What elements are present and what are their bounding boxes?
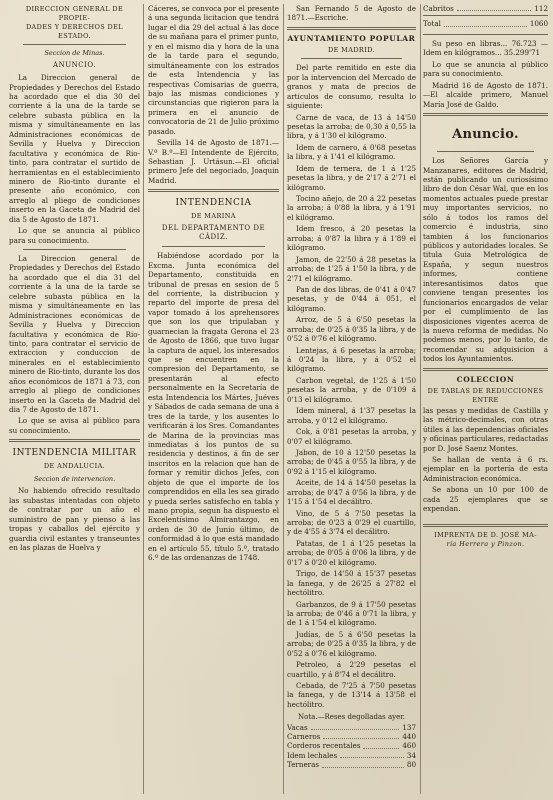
heading-entre: ENTRE: [472, 396, 499, 405]
divider-double: [148, 189, 279, 192]
heading-tablas: DE TABLAS DE REDUCCIONES: [427, 386, 544, 395]
paragraph: Su peso en libras... 76.723 — Idem en kilógramos... 35.299'71: [423, 38, 548, 58]
divider: [437, 151, 534, 152]
price-entry: Carne de vaca, de 13 á 14'50 pesetas la arroba; de 0,30 á 0,55 la libra, y á 1'30 el kilógramo.: [287, 112, 416, 141]
heading-coleccion: COLECCION: [456, 374, 515, 384]
heading-madrid: DE MADRID.: [327, 45, 376, 54]
divider: [301, 58, 402, 59]
table-row: Cabritos 112: [423, 4, 548, 13]
paragraph: Lo que se anuncia al público para su conocimiento.: [423, 59, 548, 79]
divider: [423, 15, 548, 16]
paragraph: La Direccion general de Propiedades y Derechos del Estado ha acordado que el dia 30 del corriente á la una de la tarde se celebre subasta pública en la misma y simultáneamente en las Administraciones económicas de Sevilla y Huelva y Direccion facultativa y económica de Rio-tinto, para contratar el surtido de herramientas en el establecimiento minero de Rio-tinto durante el presente año económico, con arreglo al pliego de condiciones inserto en la Gaceta de Madrid del dia 5 de Agosto de 1871.: [9, 73, 140, 224]
table-row: Corderos recentales 460: [287, 741, 416, 751]
column-rule: [283, 4, 284, 794]
divider-double: [423, 368, 548, 371]
heading-ayuntamiento: AYUNTAMIENTO POPULAR: [287, 33, 416, 43]
table-row-total: Total 1060: [423, 19, 548, 29]
paragraph: Del parte remitido en este dia por la intervencion del Mercado de granos y mata de precios de articulos de consumo, resulta lo siguiente:: [287, 63, 416, 111]
divider: [23, 44, 126, 45]
paragraph: Habiéndose acordado por la Excma. Junta económica del Departamento, constituida en tribunal de presas en sesion de 5 del corriente, la distribucion y reparto del importe de presa del vapor tomado á los aprehensores que son los que tripulaban y guarnecian la fragata Gerona el 23 de Agosto de 1866, que tuvo lugar la captura de aquel, los interesados que se encuentren en la compresion del Departamento, se presentarán al efecto personalmente en la Secretaría de esta Intendencia los Mártes, Juéves y Sábados de cada semana de una á tres de la tarde, y los ausentes lo verificarán á los Sres. Comandantes de Marina de la provincias mas inmediatas á los puntos de su residencia y destinos, á fin de ser inscritos en la relacion que han de formar y remitir dichos Jefes, con objeto de que el importe de los comprendidos en ella les sea girado y pueda serles satisfecho en tabla y mano propia, segun ha dispuesto el Excelentísimo Almirantazgo, en orden de 30 de Junio último, de conformidad á lo que está mandado en el artículo 55, título 5.º, tratado 6.º de las ordenanzas de 1748.: [148, 251, 279, 563]
reses-table: [287, 723, 416, 770]
price-entry: Carbon vegetal, de 1'25 á 1'50 pesetas la arroba, y de 0'109 á 0'13 el kilógramo.: [287, 375, 416, 404]
heading-intervencion: Seccion de intervencion.: [33, 474, 116, 483]
imprint-line-2: ría Herrera y Pinzon.: [446, 540, 525, 549]
price-entry: Aceite, de 14 á 14'50 pesetas la arroba; de 0'47 á 0'56 la libra, y de 1'15 á 1'54 el decálitro.: [287, 478, 416, 507]
price-entry: Lentejas, á 6 pesetas la arroba; á 0'24 la libra, y á 0'52 el kilógramo.: [287, 345, 416, 374]
heading-de-marina: DE MARINA: [191, 212, 236, 221]
price-entry: Vino, de 5 á 7'50 pesetas la arroba; de 0'23 á 0'29 el cuartillo, y de 4'55 á 3'74 el decálitro.: [287, 508, 416, 537]
column-1: [9, 4, 140, 794]
heading-direccion: DIRECCION GENERAL DE PROPIE-: [25, 5, 124, 22]
divider: [23, 249, 126, 250]
column-rule: [143, 4, 144, 794]
paragraph: La Direccion general de Propiedades y Derechos del Estado ha acordado que el dia 31 del corriente á la una de la tarde se celebre subasta pública en la misma y simultáneamente en las Administraciones económicas de Sevilla y Huelva y Direccion facultativa y económica de Rio-tinto, para contratar el servicio de extraccion y conduccion de minerales en el establecimiento minero de Rio-tinto, durante los dos años económicos de 1871 á 73, con arreglo al pliego de condiciones inserto en la Gaceta de Madrid del dia 7 de Agosto de 1871.: [9, 254, 140, 414]
price-entry: Idem de ternera, de 1 á 1'25 pesetas la libra, y de 2'17 á 2'71 el kilógramo.: [287, 163, 416, 192]
table-row: Idem lechales 34: [287, 750, 416, 760]
paragraph: Los Señores García y Manzanares, editores de Madrid, están publicando un curiosísimo libro de don César Wal, que en los momentos actuales puede prestar muy importantes servicios, no sólo á todos los ramos del comercio é industria, sino tambien á los funcionarios públicos y autoridades locales. Se titula Guia Metrológica de España, y segun nuestros informes, contiene interesantísimos datos que conviene tengan presentes los funcionarios encargados de velar por el cumplimiento de las disposiciones vigentes acerca de la nueva reforma de medidas. No podemos menos, por lo tanto, de recomendar su adquisicion á todos los Ayuntamientos.: [423, 156, 548, 364]
imprint-line-1: IMPRENTA DE D. JOSÉ MA-: [434, 530, 537, 539]
nota-reses: Nota.—Reses degolladas ayer.: [297, 713, 406, 722]
price-entry: Judías, de 5 á 6'50 pesetas la arroba; de 0'25 á 0'35 la libra, y de 0'52 á 0'76 el kilógramo.: [287, 629, 416, 658]
heading-direccion-2: DADES Y DERECHOS DEL ESTADO.: [25, 23, 124, 40]
heading-andalucia: DE ANDALUCIA.: [43, 462, 106, 471]
paragraph: Se abona un 10 por 100 de cada 25 ejemplares que se expendan.: [423, 485, 548, 514]
paragraph: Cáceres, se convoca por el presente á una segunda licitacion que tendrá lugar el dia 29 del actual á las doce de su mañana para el primer punto, y en el mismo dia y hora de la una de la tarde para el segundo, simultáneamente con los estrados de esta Intendencia y las respectivas Comisarias de guerra, bajo las mismas condiciones y circunstancias que rigieron para la primera en el anuncio de convocatoria de 21 de Julio próximo pasado.: [148, 4, 279, 136]
divider: [423, 34, 548, 35]
price-entry: Petroleo, á 2'29 pesetas el cuartillo, y á 8'74 el decálitro.: [287, 660, 416, 679]
column-3: [287, 4, 416, 794]
price-entry: Tocino añejo, de 20 á 22 pesetas la arroba; á 0'88 la libra, y á 1'91 el kilógramo.: [287, 194, 416, 222]
divider-double: [423, 113, 548, 116]
price-entry: Cebada, de 7'25 á 7'50 pesetas la fanega, y de 13'14 á 13'58 el hectólitro.: [287, 681, 416, 709]
price-entry: Garbanzos, de 9 á 17'50 pesetas la arroba; de 0'46 á 0'71 la libra, y de 1 á 1'54 el kilógramo.: [287, 599, 416, 628]
table-row: Carneros 440: [287, 732, 416, 742]
paragraph: Se hallan de venta á 6 rs. ejemplar en la portería de esta Administracion económica.: [423, 454, 548, 483]
heading-intendencia: INTENDENCIA: [175, 198, 252, 209]
table-row: Vacas 137: [287, 722, 416, 732]
divider-double: [423, 524, 548, 527]
price-entry: Idem fresco, á 20 pesetas la arroba; á 0'87 la libra y á 1'89 el kilógramo.: [287, 224, 416, 253]
price-entry: Trigo, de 14'50 á 15'37 pesetas la fanega, y de 26'25 á 27'82 el hectólitro.: [287, 569, 416, 598]
divider-double: [9, 439, 140, 442]
price-entry: Patatas, de 1 á 1'25 pesetas la arroba; de 0'05 á 0'06 la libra, y de 0'17 á 0'20 el kilógramo.: [287, 538, 416, 567]
price-entry: Idem mineral, á 1'37 pesetas la arroba, y 0'12 el kilógramo.: [287, 406, 416, 425]
price-entry: Jamon, de 22'50 á 28 pesetas la arroba; de 1'25 á 1'50 la libra, y de 2'71 el kilógramo.: [287, 254, 416, 283]
paragraph: No habiendo ofrecido resultado las subastas intentadas con objeto de contratar por un año el suministro de pan y pienso á las tropas y caballos del ejército y guardia civil estantes y transeuntes en las plazas de Huelva y: [9, 486, 140, 552]
price-entry: Arroz, de 5 á 6'50 pesetas la arroba; de 0'25 á 0'35 la libra, y de 0'52 á 0'76 el kilógramo.: [287, 315, 416, 344]
table-row: Terneras 80: [287, 760, 416, 770]
paragraph: Lo que se avisa al público para su conocimiento.: [9, 416, 140, 435]
divider-double: [287, 27, 416, 30]
heading-intendencia-militar: INTENDENCIA MILITAR: [12, 448, 137, 459]
divider: [162, 246, 265, 247]
column-4: [423, 4, 548, 794]
column-rule: [420, 4, 421, 794]
price-entry: Cok, á 0'81 pesetas la arroba, y 0'07 el kilógramo.: [287, 427, 416, 446]
paragraph: San Fernando 5 de Agosto de 1871.—Escriche.: [287, 4, 416, 23]
heading-seccion-minas: Seccion de Minas.: [44, 49, 105, 58]
heading-anuncio: ANUNCIO.: [53, 60, 96, 69]
column-2: [148, 4, 279, 794]
paragraph: Sevilla 14 de Agosto de 1871.—V.º B.º—El Intendente de Ejército, Sebastian J. Urtásun.—El oficial primero Jefe del negociado, Joaquin Madrid.: [148, 138, 279, 185]
paragraph: Lo que se anuncia al público para su conocimiento.: [9, 226, 140, 245]
price-entry: Jabon, de 10 á 12'50 pesetas la arroba; de 0'45 á 0'55 la libra, y de 0'92 á 1'15 el kilógramo.: [287, 447, 416, 476]
heading-anuncio-main: Anuncio.: [452, 126, 519, 142]
price-entry: Idem de carnero, á 0'68 pesetas la libra, y á 1'41 el kilógramo.: [287, 142, 416, 162]
heading-departamento: DEL DEPARTAMENTO DE CÁDIZ.: [161, 223, 266, 241]
paragraph: las pesas y medidas de Castilla y las métrico-decimales, con otras útiles á las dependencias oficiales y oficinas particulares, redactadas por D. José Saenz Montes.: [423, 405, 548, 453]
paragraph: Madrid 16 de Agosto de 1871.—El alcalde primero, Manuel María José de Galdo.: [423, 80, 548, 109]
price-entry: Pan de dos libras, de 0'41 á 0'47 pesetas, y de 0'44 á 051, el kilógramo.: [287, 284, 416, 313]
